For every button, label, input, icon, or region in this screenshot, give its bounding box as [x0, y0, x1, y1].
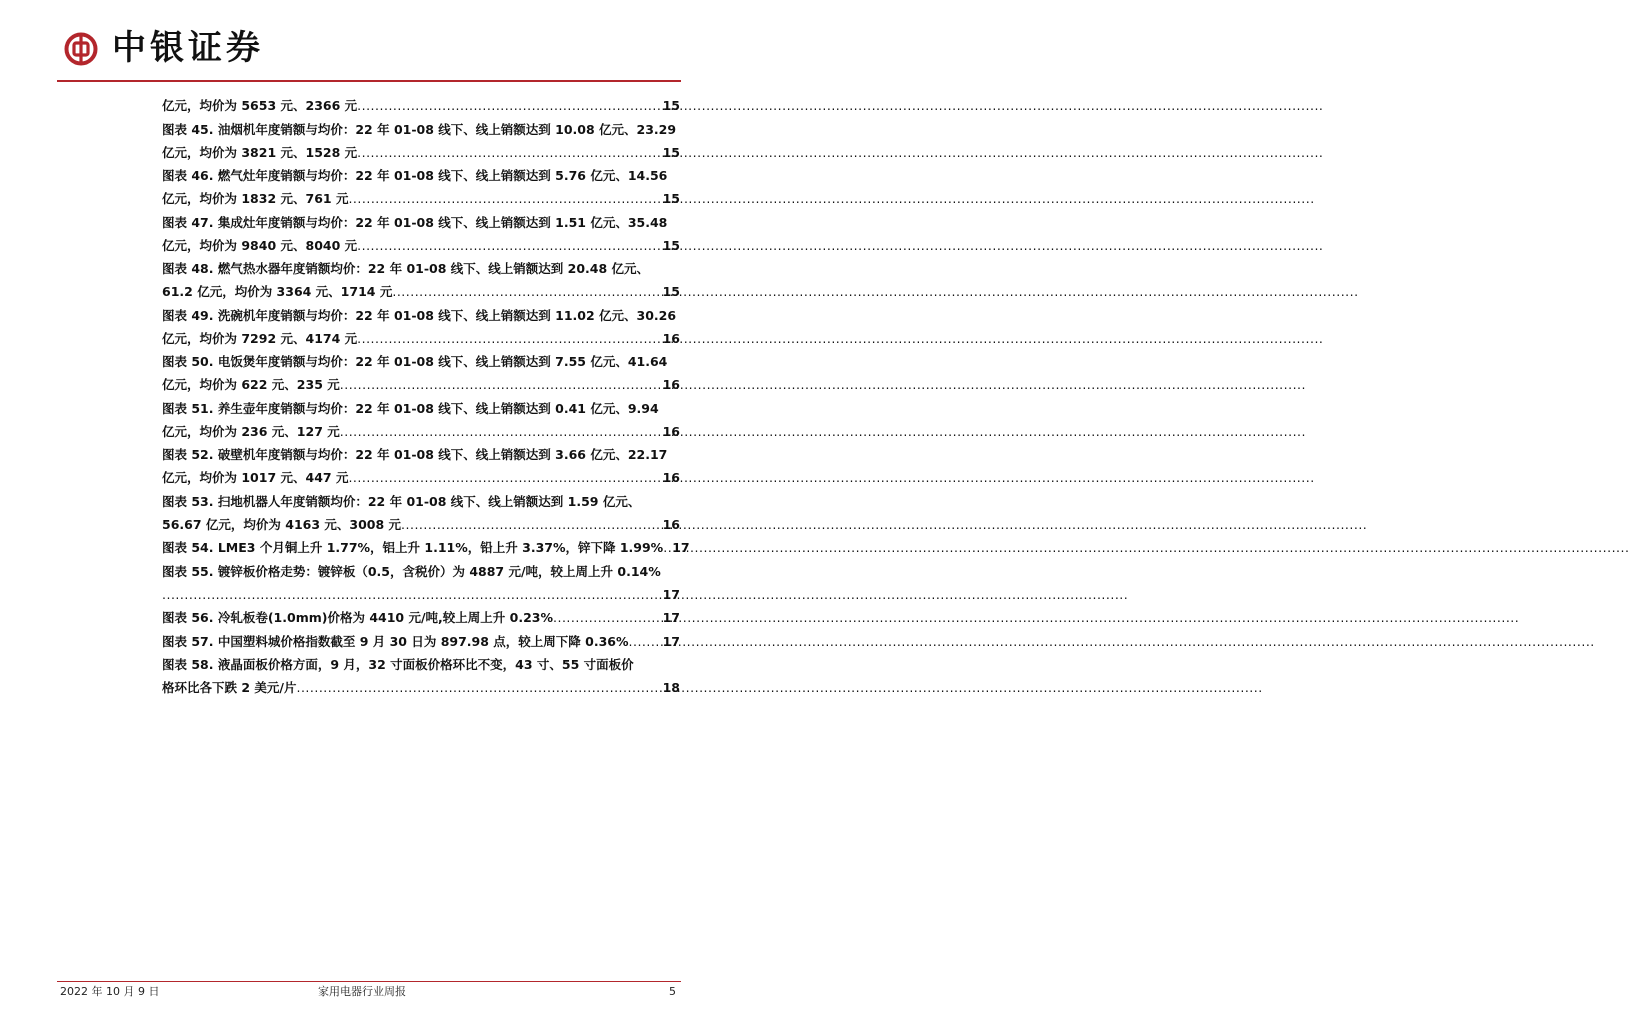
toc-entry[interactable] [162, 560, 680, 606]
toc-entry-text: 图表 51. 养生壶年度销额与均价：22 年 01-08 线下、线上销额达到 0.41 亿元、9.94 [162, 400, 659, 416]
toc-entry-text: 亿元，均价为 1017 元、447 元 [162, 470, 349, 485]
toc-page-number: 16 [662, 377, 680, 392]
toc-entry-last-line [162, 466, 680, 489]
toc-entry-last-line [162, 280, 680, 303]
toc-entry-line [162, 560, 680, 583]
toc-entry-last-line [162, 187, 680, 210]
toc-entry-last-line [162, 420, 680, 443]
dot-leader [553, 606, 662, 629]
toc-entry[interactable] [162, 397, 680, 443]
dot-leader [348, 187, 661, 210]
toc-entry-line [162, 118, 680, 141]
toc-entry[interactable] [162, 118, 680, 164]
toc-entry-text: 亿元，均价为 7292 元、4174 元 [162, 330, 358, 346]
toc-entry-last-line [162, 373, 680, 396]
toc-entry-text: 亿元，均价为 622 元、235 元 [162, 377, 340, 392]
toc-page-number: 15 [662, 191, 680, 206]
toc-entry[interactable] [162, 653, 680, 699]
dot-leader [348, 466, 661, 489]
toc-page-number: 15 [662, 237, 680, 253]
toc-entry-line [162, 397, 680, 420]
toc-entry-text: 亿元，均价为 9840 元、8040 元 [162, 237, 358, 253]
toc-entry-last-line [162, 234, 680, 257]
dot-leader [162, 583, 662, 606]
toc-entry-text: 图表 50. 电饭煲年度销额与均价：22 年 01-08 线下、线上销额达到 7.55 亿元、41.64 [162, 354, 668, 369]
toc-entry-last-line [162, 513, 680, 536]
toc-page-number: 17 [672, 540, 690, 555]
toc-entry-text: 图表 49. 洗碗机年度销额与均价：22 年 01-08 线下、线上销额达到 11.02 亿元、30.26 [162, 307, 677, 323]
toc-entry-line [162, 443, 680, 466]
toc-page-number: 17 [662, 610, 680, 625]
toc-entry-last-line [162, 630, 680, 653]
toc-entry-text: 图表 53. 扫地机器人年度销额均价：22 年 01-08 线下、线上销额达到 1.59 亿元、 [162, 493, 641, 509]
dot-leader [629, 630, 662, 653]
toc-entry-last-line [162, 141, 680, 164]
toc-entry-text: 亿元，均价为 5653 元、2366 元 [162, 98, 358, 113]
footer-report-title: 家用电器行业周报 [318, 985, 406, 998]
toc-entry-line [162, 164, 680, 187]
toc-entry-line [162, 257, 680, 280]
toc-page-number: 16 [662, 330, 680, 346]
toc-page-number: 16 [662, 470, 680, 485]
toc-entry[interactable] [162, 606, 680, 629]
toc-page-number: 16 [662, 516, 680, 532]
toc-entry[interactable] [162, 490, 680, 536]
dot-leader [357, 94, 661, 117]
footer-date: 2022 年 10 月 9 日 [60, 985, 160, 998]
toc-entry-line [162, 653, 680, 676]
footer-page-number: 5 [669, 985, 676, 998]
toc-entry[interactable] [162, 350, 680, 396]
toc-entry-text: 亿元，均价为 3821 元、1528 元 [162, 144, 358, 160]
toc-entry-last-line [162, 676, 680, 699]
toc-entry-text: 图表 58. 液晶面板价格方面，9 月，32 寸面板价格环比不变，43 寸、55 寸面板价 [162, 657, 634, 672]
dot-leader [663, 536, 671, 559]
toc-entry-line [162, 490, 680, 513]
dot-leader [340, 420, 662, 443]
page-header [0, 0, 724, 84]
toc-page-number: 15 [662, 284, 680, 299]
toc-entry-text: 图表 47. 集成灶年度销额与均价：22 年 01-08 线下、线上销额达到 1.51 亿元、35.48 [162, 214, 668, 230]
toc-entry-last-line [162, 583, 680, 606]
header-divider [57, 80, 681, 82]
toc-entry-last-line [162, 94, 680, 117]
toc-entry-last-line [162, 606, 680, 629]
dot-leader [340, 373, 662, 396]
toc-entry-text: 图表 56. 冷轧板卷(1.0mm)价格为 4410 元/吨,较上周上升 0.23% [162, 610, 553, 625]
toc-entry-text: 图表 55. 镀锌板价格走势：镀锌板（0.5，含税价）为 4887 元/吨，较上周上升 0.14% [162, 563, 661, 579]
table-of-figures [162, 94, 690, 700]
toc-entry-text: 格环比各下跌 2 美元/片 [162, 680, 297, 695]
toc-entry[interactable] [162, 164, 680, 210]
toc-entry-line [162, 211, 680, 234]
toc-entry[interactable] [162, 257, 680, 303]
toc-entry-text: 图表 57. 中国塑料城价格指数截至 9 月 30 日为 897.98 点，较上周下降 0.36% [162, 633, 629, 649]
dot-leader [392, 280, 661, 303]
toc-entry-line [162, 304, 680, 327]
dot-leader [357, 327, 661, 350]
dot-leader [357, 141, 661, 164]
toc-entry[interactable] [162, 536, 690, 559]
brand-name: 中银证券 [112, 28, 264, 68]
toc-page-number: 18 [662, 680, 680, 695]
dot-leader [296, 676, 661, 699]
toc-page-number: 15 [662, 98, 680, 113]
toc-entry-last-line [162, 536, 690, 559]
toc-entry-text: 亿元，均价为 1832 元、761 元 [162, 191, 349, 206]
toc-page-number: 15 [662, 144, 680, 160]
toc-entry[interactable] [162, 443, 680, 489]
toc-entry-text: 亿元，均价为 236 元、127 元 [162, 423, 340, 439]
toc-page-number: 17 [662, 633, 680, 649]
toc-entry[interactable] [162, 630, 680, 653]
toc-page-number: 17 [662, 586, 680, 602]
toc-entry-text: 61.2 亿元，均价为 3364 元、1714 元 [162, 284, 393, 299]
toc-entry-text: 图表 45. 油烟机年度销额与均价：22 年 01-08 线下、线上销额达到 10.08 亿元、23.29 [162, 121, 677, 137]
toc-entry-text: 图表 46. 燃气灶年度销额与均价：22 年 01-08 线下、线上销额达到 5.76 亿元、14.56 [162, 168, 668, 183]
toc-entry[interactable] [162, 304, 680, 350]
dot-leader [357, 234, 661, 257]
toc-page-number: 16 [662, 423, 680, 439]
toc-entry-text: 图表 54. LME3 个月铜上升 1.77%，铝上升 1.11%，铅上升 3.37%，锌下降 1.99% [162, 540, 664, 555]
footer-divider [57, 981, 681, 982]
bank-of-china-logo-icon [64, 32, 98, 66]
toc-entry-text: 图表 48. 燃气热水器年度销额均价：22 年 01-08 线下、线上销额达到 20.48 亿元、 [162, 261, 650, 276]
toc-entry-text: 图表 52. 破壁机年度销额与均价：22 年 01-08 线下、线上销额达到 3.66 亿元、22.17 [162, 447, 668, 462]
dot-leader [401, 513, 662, 536]
toc-entry[interactable] [162, 211, 680, 257]
toc-entry-line [162, 350, 680, 373]
toc-entry-text: 56.67 亿元，均价为 4163 元、3008 元 [162, 516, 402, 532]
toc-entry[interactable] [162, 94, 680, 117]
toc-entry-last-line [162, 327, 680, 350]
